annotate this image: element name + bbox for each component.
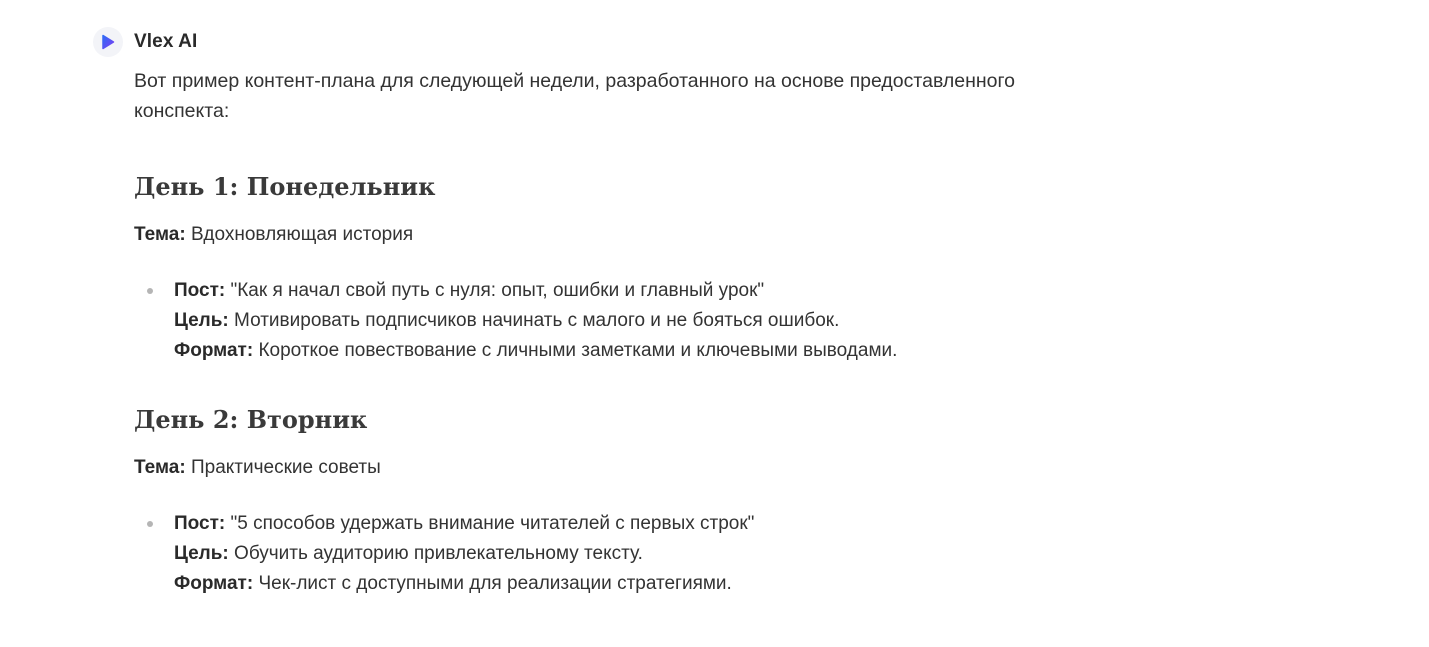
- bullet-icon: [147, 521, 153, 527]
- goal-label: Цель:: [174, 310, 229, 331]
- assistant-message: [93, 26, 1093, 599]
- post-label: Пост:: [174, 513, 226, 534]
- theme-label: Тема:: [134, 457, 186, 478]
- day-section: [134, 171, 1093, 366]
- day-section: [134, 404, 1093, 599]
- theme-line: [134, 454, 1093, 482]
- goal-line: [174, 539, 1093, 569]
- goal-value: Мотивировать подписчиков начинать с малого и не бояться ошибок.: [228, 310, 840, 331]
- format-label: Формат:: [174, 340, 254, 361]
- post-line: [174, 276, 1093, 306]
- format-line: [174, 336, 1093, 366]
- list-item: [134, 276, 1093, 366]
- play-triangle-icon: [101, 34, 115, 50]
- bullet-icon: [147, 288, 153, 294]
- message-content: [134, 66, 1093, 599]
- post-list: [134, 509, 1093, 599]
- format-label: Формат:: [174, 573, 254, 594]
- format-line: [174, 569, 1093, 599]
- post-list: [134, 276, 1093, 366]
- sender-row: [93, 26, 1093, 58]
- format-value: Короткое повествование с личными заметками и ключевыми выводами.: [253, 340, 898, 361]
- theme-value: Вдохновляющая история: [185, 224, 414, 245]
- theme-line: [134, 221, 1093, 249]
- goal-label: Цель:: [174, 543, 229, 564]
- format-value: Чек-лист с доступными для реализации стратегиями.: [253, 573, 732, 594]
- post-value: "5 способов удержать внимание читателей с первых строк": [225, 513, 755, 534]
- list-item: [134, 509, 1093, 599]
- theme-value: Практические советы: [185, 457, 381, 478]
- goal-line: [174, 306, 1093, 336]
- day-heading: День 2: Вторник: [134, 405, 368, 434]
- post-line: [174, 509, 1093, 539]
- theme-label: Тема:: [134, 224, 186, 245]
- sender-name: Vlex AI: [134, 31, 198, 52]
- avatar: [93, 27, 123, 57]
- post-label: Пост:: [174, 280, 226, 301]
- goal-value: Обучить аудиторию привлекательному тексту.: [228, 543, 643, 564]
- day-heading: День 1: Понедельник: [134, 172, 436, 201]
- intro-text: Вот пример контент-плана для следующей недели, разработанного на основе предоставленного конспекта:: [134, 70, 1016, 122]
- post-value: "Как я начал свой путь с нуля: опыт, ошибки и главный урок": [225, 280, 765, 301]
